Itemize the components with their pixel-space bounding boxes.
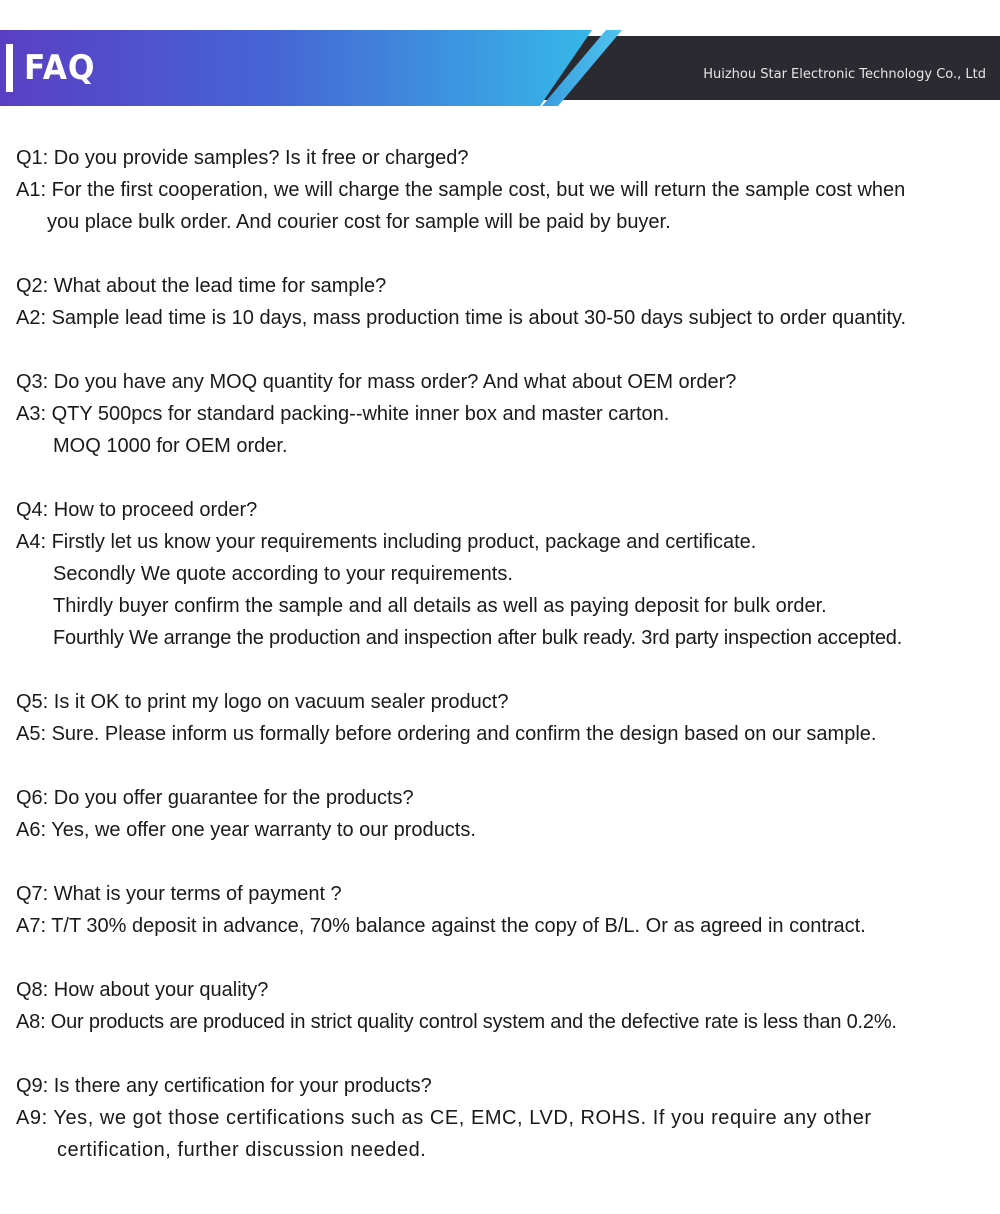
faq-item-3 <box>16 366 996 462</box>
answer-8-line-1: A8: Our products are produced in strict quality control system and the defective rate is less than 0.2%. <box>16 1011 897 1033</box>
faq-item-1 <box>16 142 996 238</box>
faq-item-4 <box>16 494 996 654</box>
answer-9-line-1: A9: Yes, we got those certifications such as CE, EMC, LVD, ROHS. If you require any other <box>16 1107 872 1129</box>
question-2: Q2: What about the lead time for sample? <box>16 275 387 297</box>
faq-list <box>16 142 996 1198</box>
answer-4-line-4: Fourthly We arrange the production and inspection after bulk ready. 3rd party inspection accepted. <box>53 627 903 649</box>
answer-1-line-1: A1: For the first cooperation, we will charge the sample cost, but we will return the sample cost when <box>16 179 906 201</box>
question-7: Q7: What is your terms of payment ? <box>16 883 342 905</box>
answer-4-line-3: Thirdly buyer confirm the sample and all details as well as paying deposit for bulk order. <box>53 595 827 617</box>
faq-item-2 <box>16 270 996 334</box>
question-4: Q4: How to proceed order? <box>16 499 258 521</box>
question-1: Q1: Do you provide samples? Is it free or charged? <box>16 147 469 169</box>
answer-4-line-1: A4: Firstly let us know your requirements including product, package and certificate. <box>16 531 757 553</box>
answer-3-line-1: A3: QTY 500pcs for standard packing--white inner box and master carton. <box>16 403 670 425</box>
answer-9-line-2: certification, further discussion needed. <box>57 1139 427 1161</box>
faq-item-7 <box>16 878 996 942</box>
answer-5-line-1: A5: Sure. Please inform us formally before ordering and confirm the design based on our sample. <box>16 723 877 745</box>
company-name: Huizhou Star Electronic Technology Co., Ltd <box>703 67 986 82</box>
answer-3-line-2: MOQ 1000 for OEM order. <box>53 435 288 457</box>
answer-2-line-1: A2: Sample lead time is 10 days, mass production time is about 30-50 days subject to order quantity. <box>16 307 907 329</box>
faq-item-8 <box>16 974 996 1038</box>
question-8: Q8: How about your quality? <box>16 979 269 1001</box>
page-title: FAQ <box>24 48 96 88</box>
faq-item-6 <box>16 782 996 846</box>
question-5: Q5: Is it OK to print my logo on vacuum sealer product? <box>16 691 509 713</box>
answer-7-line-1: A7: T/T 30% deposit in advance, 70% balance against the copy of B/L. Or as agreed in contract. <box>16 915 866 937</box>
faq-item-5 <box>16 686 996 750</box>
title-marker <box>6 44 13 92</box>
question-3: Q3: Do you have any MOQ quantity for mass order? And what about OEM order? <box>16 371 737 393</box>
question-9: Q9: Is there any certification for your products? <box>16 1075 432 1097</box>
faq-item-9 <box>16 1070 996 1166</box>
question-6: Q6: Do you offer guarantee for the products? <box>16 787 414 809</box>
answer-1-line-2: you place bulk order. And courier cost for sample will be paid by buyer. <box>47 211 671 233</box>
answer-6-line-1: A6: Yes, we offer one year warranty to our products. <box>16 819 476 841</box>
answer-4-line-2: Secondly We quote according to your requirements. <box>53 563 513 585</box>
faq-header-banner <box>0 30 1000 106</box>
